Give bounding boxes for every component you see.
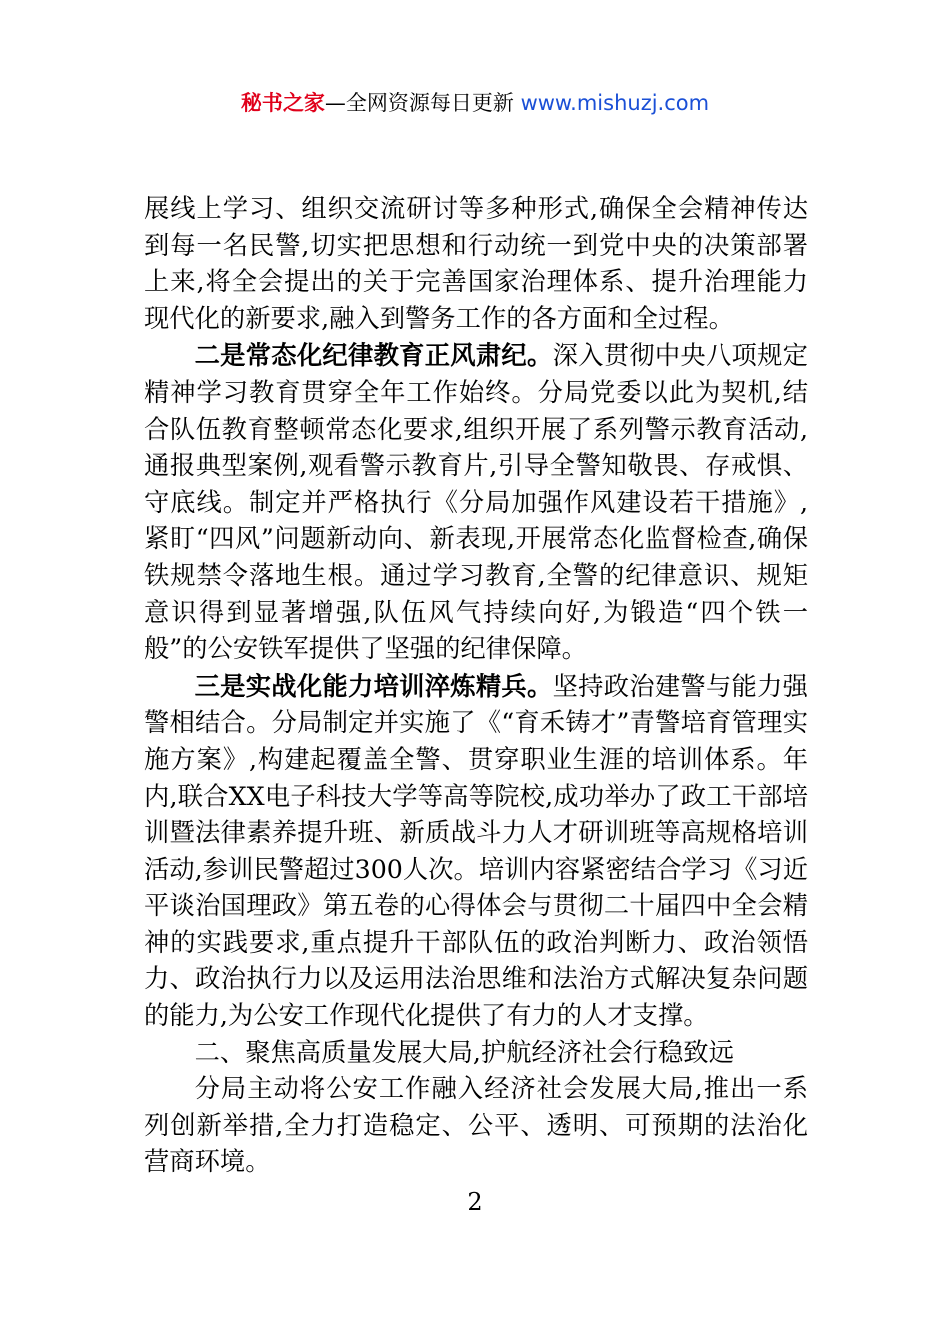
paragraph-training — [144, 668, 808, 1035]
paragraph-continuation — [144, 191, 808, 337]
document-body — [144, 191, 808, 1181]
paragraph-discipline-education — [144, 337, 808, 667]
section-heading-text: 二、聚焦高质量发展大局,护航经济社会行稳致远 — [194, 1037, 734, 1067]
header-slogan: —全网资源每日更新 — [324, 91, 514, 115]
section-heading — [144, 1035, 808, 1072]
page-header — [0, 88, 950, 118]
paragraph-business-environment — [144, 1071, 808, 1181]
paragraph-lead: 二是常态化纪律教育正风肃纪。 — [194, 340, 553, 371]
site-url-link[interactable]: www.mishuzj.com — [520, 91, 710, 115]
paragraph-text: 坚持政治建警与能力强警相结合。分局制定并实施了《“育禾铸才”青警培育管理实施方案》,构建起覆盖全警、贯穿职业生涯的培训体系。年内,联合XX电子科技大学等高等院校,成功举办了政工干部培训暨法律素养提升班、新质战斗力人才研训班等高规格培训活动,参训民警超过300人次。培训内容紧密结合学习《习近平谈治国理政》第五卷的心得体会与贯彻二十届四中全会精神的实践要求,重点提升干部队伍的政治判断力、政治领悟力、政治执行力以及运用法治思维和法治方式解决复杂问题的能力,为公安工作现代化提供了有力的人才支撑。 — [144, 671, 808, 1031]
paragraph-text: 分局主动将公安工作融入经济社会发展大局,推出一系列创新举措,全力打造稳定、公平、透明、可预期的法治化营商环境。 — [144, 1074, 808, 1177]
paragraph-text: 深入贯彻中央八项规定精神学习教育贯穿全年工作始终。分局党委以此为契机,结合队伍教育整顿常态化要求,组织开展了系列警示教育活动,通报典型案例,观看警示教育片,引导全警知敬畏、存戒惧、守底线。制定并严格执行《分局加强作风建设若干措施》,紧盯“四风”问题新动向、新表现,开展常态化监督检查,确保铁规禁令落地生根。通过学习教育,全警的纪律意识、规矩意识得到显著增强,队伍风气持续向好,为锻造“四个铁一般”的公安铁军提供了坚强的纪律保障。 — [144, 341, 808, 664]
paragraph-text: 展线上学习、组织交流研讨等多种形式,确保全会精神传达到每一名民警,切实把思想和行动统一到党中央的决策部署上来,将全会提出的关于完善国家治理体系、提升治理能力现代化的新要求,融入到警务工作的各方面和全过程。 — [144, 194, 808, 333]
brand-name: 秘书之家 — [240, 91, 325, 115]
paragraph-lead: 三是实战化能力培训淬炼精兵。 — [194, 670, 553, 701]
page-number: 2 — [467, 1188, 483, 1216]
